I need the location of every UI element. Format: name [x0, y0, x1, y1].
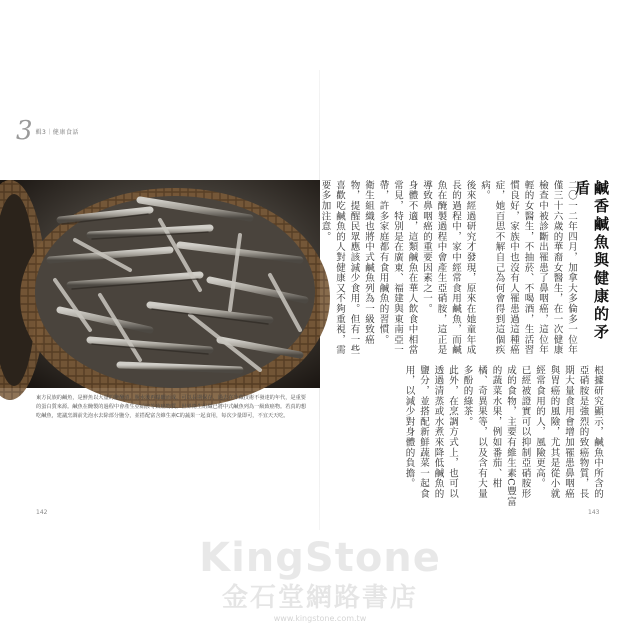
chapter-label: 輯3｜健康食話 — [35, 128, 79, 136]
article-body-top — [319, 180, 578, 356]
salted-fish-photo — [0, 180, 320, 388]
paragraph: 衛生組織也將中式鹹魚列為一級致癌物，提醒民眾應該減少食用。但有一些喜歡吃鹹魚的人對健康又不夠重視，需要多加注意。 — [319, 180, 374, 356]
watermark — [0, 535, 640, 623]
paragraph: 根據研究顯示，鹹魚中所含的亞硝胺是強烈的致癌物質，長期大量食用會增加罹患鼻咽癌與胃癌的風險，尤其是從小就經常食用的人，風險更高。 — [534, 365, 603, 499]
chapter-header — [16, 118, 79, 144]
watermark-url: www.kingstone.com.tw — [273, 614, 367, 623]
page-number-left: 142 — [36, 509, 48, 516]
paragraph: 後來經過研究才發現，原來在她童年成長的過程中，家中經常食用鹹魚，而鹹魚在醃製過程中會產生亞硝胺，這正是導致鼻咽癌的重要因素之一。 — [421, 180, 476, 356]
chapter-number: 3 — [16, 116, 33, 146]
paragraph: 此外，在烹調方式上，也可以透過清蒸或水煮來降低鹹魚的鹽分，並搭配新鮮蔬菜一起食用，以減少對身體的負擔。 — [403, 365, 458, 499]
salted-fish-illustration — [0, 180, 320, 388]
paragraph: 二〇一二年四月，加拿大多倫多一位年僅三十六歲的華裔女醫生，在一次健康檢查中被診斷出罹患了鼻咽癌，這位年輕的女醫生，不抽菸、不喝酒，生活習慣良好，家族中也沒有人罹患過這種癌症，她百思不解自己為何會得到這個疾病。 — [479, 180, 577, 356]
paragraph: 身體不適，這類鹹魚在華人飲食中相當常見，特別是在廣東、福建與東南亞一帶，許多家庭都有食用鹹魚的習慣。 — [377, 180, 418, 356]
watermark-brand: KingStone — [199, 535, 441, 581]
photo-caption: 東方民族的鹹魚，是鮮魚以大量的鹽醃漬、脫水後再曝曬而成，可以長期保存，過去在冷藏技術不發達的年代，是重要的蛋白質來源。鹹魚在醃製的過程中會產生亞硝胺等致癌物質，世界衛生組織已將中式鹹魚列為一級致癌物。若真的想吃鹹魚，建議烹調前先泡水去除部分鹽分，並搭配富含維生素C的蔬果一起食用，每次少量即可，不宜天天吃。 — [36, 395, 306, 419]
watermark-chinese: 金石堂網路書店 — [221, 583, 418, 613]
article-body-bottom — [366, 365, 604, 507]
article-title: 鹹香鹹魚與健康的矛盾 — [573, 180, 610, 342]
page-number-right: 143 — [588, 509, 600, 516]
paragraph: 已經被證實可以抑制亞硝胺形成的食物，主要有維生素C豐富的蔬菜水果，例如番茄、柑橘、奇異果等，以及含有大量多酚的綠茶。 — [461, 365, 531, 507]
